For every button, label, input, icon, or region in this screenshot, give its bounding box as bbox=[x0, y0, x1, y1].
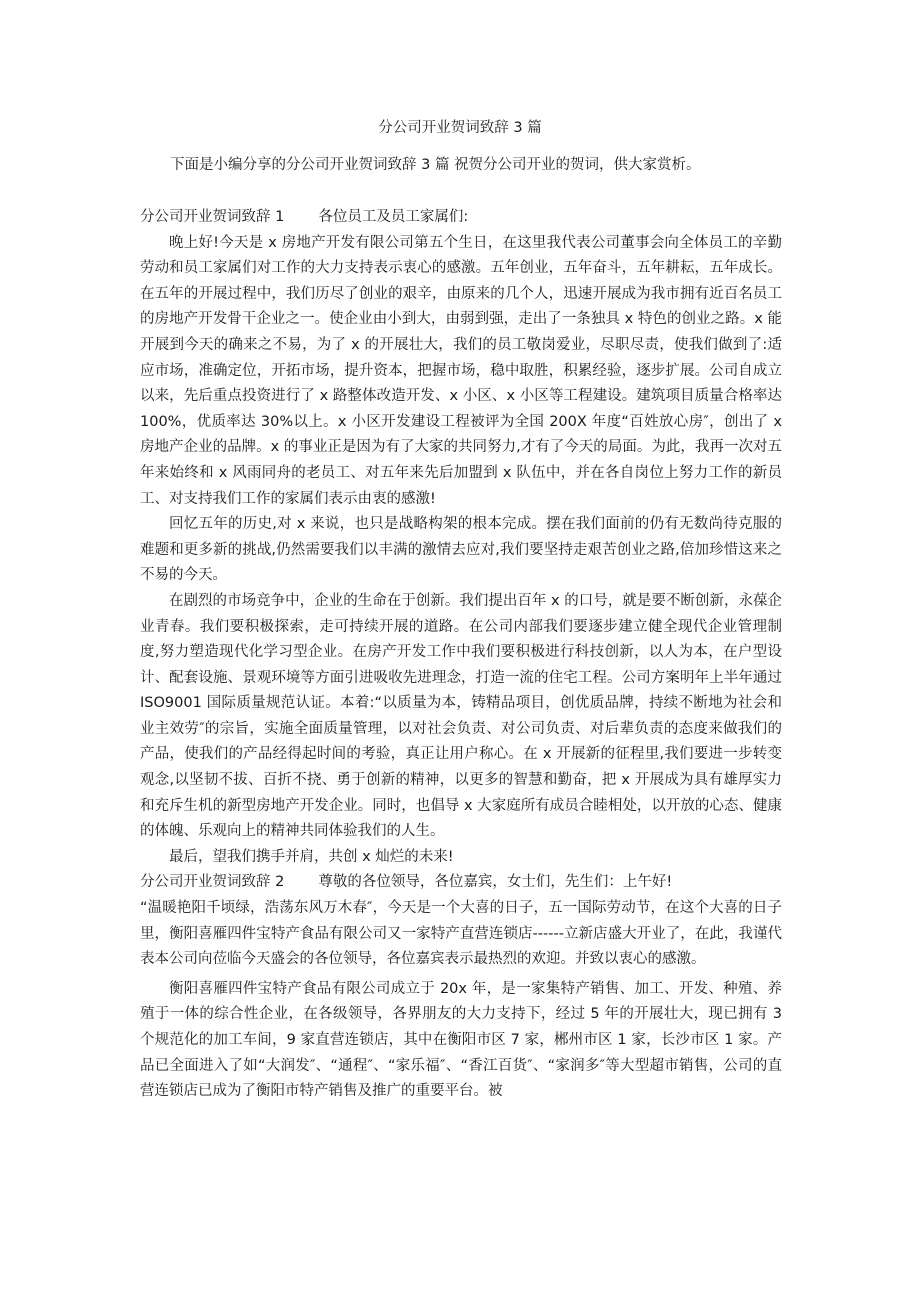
document-body bbox=[140, 205, 782, 1105]
speech1-paragraph: 最后，望我们携手并肩，共创 x 灿烂的未来! bbox=[169, 848, 454, 865]
speech2-heading-line bbox=[140, 870, 782, 896]
speech1-paragraph: 回忆五年的历史,对 x 来说，也只是战略构架的根本完成。摆在我们面前的仍有无数尚待克服的难题和更多新的挑战,仍然需要我们以丰满的激情去应对,我们要坚持走艰苦创业之路,倍加珍惜这来之不易的今天。 bbox=[140, 516, 782, 584]
intro-paragraph: 下面是小编分享的分公司开业贺词致辞 3 篇 祝贺分公司开业的贺词，供大家赏析。 bbox=[170, 157, 701, 173]
speech2-heading: 分公司开业贺词致辞 2 bbox=[140, 874, 285, 891]
speech1-paragraph: 在剧烈的市场竞争中，企业的生命在于创新。我们提出百年 x 的口号，就是要不断创新，永葆企业青春。我们要积极探索，走可持续开展的道路。在公司内部我们要逐步建立健全现代企业管理制度,努力塑造现代化学习型企业。在房产开发工作中我们要积极进行科技创新，以人为本，在户型设计、配套设施、景观环境等方面引进吸收先进理念，打造一流的住宅工程。公司方案明年上半年通过 ISO9001 国际质量规范认证。本着:“以质量为本，铸精品项目，创优质品牌，持续不断地为社会和业主效劳″的宗旨，实施全面质量管理，以对社会负责、对公司负责、对后辈负责的态度来做我们的产品，使我们的产品经得起时间的考验，真正让用户称心。在 x 开展新的征程里,我们要进一步转变观念,以坚韧不拔、百折不挠、勇于创新的精神，以更多的智慧和勤奋，把 x 开展成为具有雄厚实力和充斥生机的新型房地产开发企业。同时，也倡导 x 大家庭所有成员合睦相处，以开放的心态、健康的体魄、乐观向上的精神共同体验我们的人生。 bbox=[140, 592, 782, 840]
speech2-opening: “温暖艳阳千顷绿，浩荡东风万木春″，今天是一个大喜的日子，五一国际劳动节，在这个大喜的日子里，衡阳喜雁四件宝特产食品有限公司又一家特产直营连锁店------立新店盛大开业了，在此，我谨代表本公司向莅临今天盛会的各位领导，各位嘉宾表示最热烈的欢迎。并致以衷心的感激。 bbox=[140, 900, 782, 968]
speech2-salutation: 尊敬的各位领导，各位嘉宾，女士们，先生们：上午好! bbox=[318, 874, 673, 891]
speech1-heading: 分公司开业贺词致辞 1 bbox=[140, 209, 285, 225]
speech2-paragraph: 衡阳喜雁四件宝特产食品有限公司成立于 20x 年，是一家集特产销售、加工、开发、种殖、养殖于一体的综合性企业，在各级领导，各界朋友的大力支持下，经过 5 年的开展壮大，现已拥有 3 个规范化的加工车间，9 家直营连锁店，其中在衡阳市区 7 家，郴州市区 1 家，长沙市区 1 家。产品已全面进入了如“大润发″、“通程″、“家乐福″、“香江百货″、“家润多″等大型超市销售，公司的直营连锁店已成为了衡阳市特产销售及推广的重要平台。被 bbox=[140, 980, 782, 1100]
speech1-heading-line bbox=[140, 205, 782, 231]
speech1-paragraph: 晚上好!今天是 x 房地产开发有限公司第五个生日，在这里我代表公司董事会向全体员工的辛勤劳动和员工家属们对工作的大力支持表示衷心的感激。五年创业，五年奋斗，五年耕耘，五年成长。在五年的开展过程中，我们历尽了创业的艰辛，由原来的几个人，迅速开展成为我市拥有近百名员工的房地产开发骨干企业之一。使企业由小到大，由弱到强，走出了一条独具 x 特色的创业之路。x 能开展到今天的确来之不易，为了 x 的开展壮大，我们的员工敬岗爱业，尽职尽责，使我们做到了:适应市场，准确定位，开拓市场，提升资本，把握市场，稳中取胜，积累经验，逐步扩展。公司自成立以来，先后重点投资进行了 x 路整体改造开发、x 小区、x 小区等工程建设。建筑项目质量合格率达 100%，优质率达 30%以上。x 小区开发建设工程被评为全国 200X 年度“百姓放心房″，创出了 x 房地产企业的品牌。x 的事业正是因为有了大家的共同努力,才有了今天的局面。为此，我再一次对五年来始终和 x 风雨同舟的老员工、对五年来先后加盟到 x 队伍中，并在各自岗位上努力工作的新员工、对支持我们工作的家属们表示由衷的感激! bbox=[140, 234, 782, 507]
speech1-salutation: 各位员工及员工家属们: bbox=[318, 209, 469, 225]
document-title: 分公司开业贺词致辞 3 篇 bbox=[378, 120, 542, 136]
